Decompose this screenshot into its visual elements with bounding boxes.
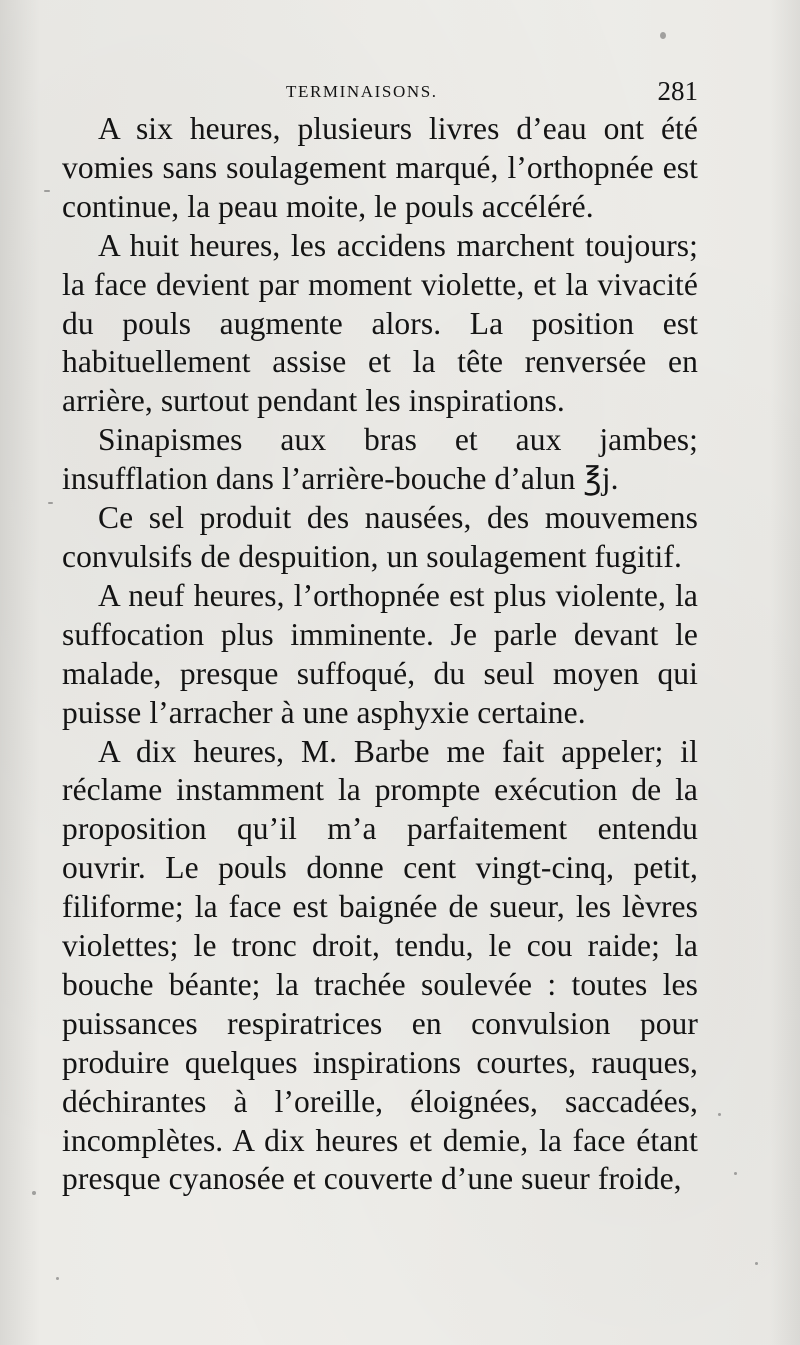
running-head — [60, 76, 698, 110]
page-number: 281 — [657, 76, 698, 106]
paragraph-ce-sel: Ce sel produit des nausées, des mouvemens convulsifs de despuition, un soulagement fugitif. — [62, 500, 698, 574]
paragraph-six-heures: A six heures, plusieurs livres d’eau ont été vomies sans soulagement marqué, l’orthopnée est continue, la peau moite, le pouls accéléré. — [62, 111, 698, 224]
paragraph-dix-heures: A dix heures, M. Barbe me fait appeler; il réclame instamment la prompte exécution de la proposition qu’il m’a parfaitement entendu ouvrir. Le pouls donne cent vingt-cinq, petit, filiforme; la face est baignée de sueur, les lèvres violettes; le tronc droit, tendu, le cou raide; la bouche béante; la trachée soulevée : toutes les puissances respiratrices en convulsion pour produire quelques inspirations courtes, rauques, déchirantes à l’oreille, éloignées, saccadées, incomplètes. A dix heures et demie, la face étant presque cyanosée et couverte d’une sueur froide, — [62, 733, 698, 1197]
paragraph-neuf-heures: A neuf heures, l’orthopnée est plus violente, la suffocation plus imminente. Je parle devant le malade, presque suffoqué, du seul moyen qui puisse l’arracher à une asphyxie certaine. — [62, 577, 698, 730]
running-title: TERMINAISONS. — [286, 82, 438, 101]
paragraph-huit-heures: A huit heures, les accidens marchent toujours; la face devient par moment violette, et la vivacité du pouls augmente alors. La position est habituellement assise et la tête renversée en arrière, surtout pendant les inspirations. — [62, 227, 698, 419]
paragraph-sinapismes: Sinapismes aux bras et aux jambes; insufflation dans l’arrière-bouche d’alun ℥j. — [62, 422, 698, 497]
body-text — [62, 110, 698, 1199]
